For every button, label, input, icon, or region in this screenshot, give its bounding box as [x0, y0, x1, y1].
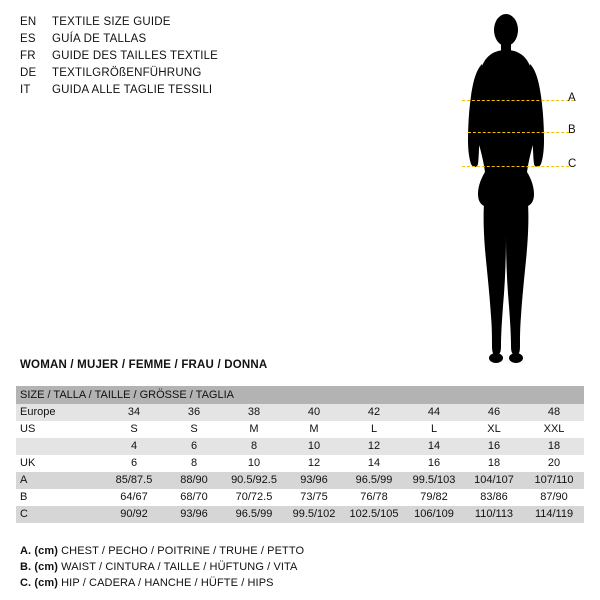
cell: 76/78 — [344, 489, 404, 506]
legend-row-b — [20, 559, 580, 575]
language-text-es: GUÍA DE TALLAS — [52, 33, 147, 45]
cell: 90.5/92.5 — [224, 472, 284, 489]
language-header-block — [20, 16, 320, 101]
cell: L — [404, 421, 464, 438]
language-code-fr: FR — [20, 50, 36, 62]
language-row-it — [20, 84, 320, 101]
cell: 20 — [524, 455, 584, 472]
table-row — [16, 506, 584, 523]
row-label-uk: UK — [16, 455, 104, 472]
legend-text-c: HIP / CADERA / HANCHE / HÜFTE / HIPS — [61, 577, 274, 589]
cell: 40 — [284, 404, 344, 421]
table-header-label: SIZE / TALLA / TAILLE / GRÖSSE / TAGLIA — [16, 386, 584, 404]
language-text-en: TEXTILE SIZE GUIDE — [52, 16, 171, 28]
cell: 14 — [344, 455, 404, 472]
row-label-a: A — [16, 472, 104, 489]
legend-row-a — [20, 543, 580, 559]
cell: S — [104, 421, 164, 438]
cell: 10 — [284, 438, 344, 455]
cell: 102.5/105 — [344, 506, 404, 523]
cell: 87/90 — [524, 489, 584, 506]
size-table-wrap — [16, 386, 584, 523]
row-label-c: C — [16, 506, 104, 523]
legend-text-a: CHEST / PECHO / POITRINE / TRUHE / PETTO — [61, 545, 305, 557]
size-table — [16, 386, 584, 523]
row-label-europe: Europe — [16, 404, 104, 421]
cell: 88/90 — [164, 472, 224, 489]
measure-line-a — [462, 100, 574, 101]
cell: 16 — [404, 455, 464, 472]
body-figure — [430, 8, 590, 368]
legend — [20, 543, 580, 591]
table-row — [16, 421, 584, 438]
language-text-fr: GUIDE DES TAILLES TEXTILE — [52, 50, 219, 62]
cell: 36 — [164, 404, 224, 421]
cell: 106/109 — [404, 506, 464, 523]
legend-row-c — [20, 575, 580, 591]
legend-key-a: A. (cm) — [20, 545, 58, 557]
cell: 18 — [464, 455, 524, 472]
female-silhouette-icon — [430, 8, 590, 368]
legend-key-c: C. (cm) — [20, 577, 58, 589]
cell: XXL — [524, 421, 584, 438]
cell: 114/119 — [524, 506, 584, 523]
cell: 99.5/103 — [404, 472, 464, 489]
cell: S — [164, 421, 224, 438]
measure-label-b: B — [568, 124, 576, 136]
cell: 73/75 — [284, 489, 344, 506]
section-title: WOMAN / MUJER / FEMME / FRAU / DONNA — [20, 359, 268, 371]
cell: 12 — [344, 438, 404, 455]
cell: 104/107 — [464, 472, 524, 489]
cell: 46 — [464, 404, 524, 421]
language-row-fr — [20, 50, 320, 67]
cell: XL — [464, 421, 524, 438]
cell: 93/96 — [164, 506, 224, 523]
cell: 44 — [404, 404, 464, 421]
cell: 8 — [164, 455, 224, 472]
legend-key-b: B. (cm) — [20, 561, 58, 573]
language-row-es — [20, 33, 320, 50]
cell: M — [224, 421, 284, 438]
language-row-en — [20, 16, 320, 33]
language-code-it: IT — [20, 84, 31, 96]
cell: 10 — [224, 455, 284, 472]
cell: 68/70 — [164, 489, 224, 506]
cell: 64/67 — [104, 489, 164, 506]
measure-label-c: C — [568, 158, 577, 170]
table-row — [16, 489, 584, 506]
language-code-de: DE — [20, 67, 37, 79]
table-row — [16, 455, 584, 472]
cell: 8 — [224, 438, 284, 455]
measure-label-a: A — [568, 92, 576, 104]
table-row — [16, 438, 584, 455]
row-label-us: US — [16, 421, 104, 438]
cell: M — [284, 421, 344, 438]
cell: 38 — [224, 404, 284, 421]
cell: 93/96 — [284, 472, 344, 489]
cell: 42 — [344, 404, 404, 421]
measure-line-b — [468, 132, 574, 133]
cell: 4 — [104, 438, 164, 455]
cell: 18 — [524, 438, 584, 455]
cell: 34 — [104, 404, 164, 421]
legend-text-b: WAIST / CINTURA / TAILLE / HÜFTUNG / VITA — [61, 561, 298, 573]
cell: 110/113 — [464, 506, 524, 523]
row-label-b: B — [16, 489, 104, 506]
measure-line-c — [462, 166, 574, 167]
language-text-de: TEXTILGRÖßENFÜHRUNG — [52, 67, 202, 79]
cell: 85/87.5 — [104, 472, 164, 489]
cell: 16 — [464, 438, 524, 455]
language-text-it: GUIDA ALLE TAGLIE TESSILI — [52, 84, 213, 96]
table-header-row — [16, 386, 584, 404]
cell: 96.5/99 — [344, 472, 404, 489]
cell: 48 — [524, 404, 584, 421]
cell: 6 — [104, 455, 164, 472]
cell: L — [344, 421, 404, 438]
cell: 99.5/102 — [284, 506, 344, 523]
cell: 107/110 — [524, 472, 584, 489]
cell: 6 — [164, 438, 224, 455]
table-row — [16, 404, 584, 421]
cell: 96.5/99 — [224, 506, 284, 523]
cell: 12 — [284, 455, 344, 472]
language-code-es: ES — [20, 33, 36, 45]
language-row-de — [20, 67, 320, 84]
row-label-us-numeric — [16, 438, 104, 455]
cell: 70/72.5 — [224, 489, 284, 506]
table-row — [16, 472, 584, 489]
cell: 79/82 — [404, 489, 464, 506]
cell: 14 — [404, 438, 464, 455]
language-code-en: EN — [20, 16, 37, 28]
cell: 83/86 — [464, 489, 524, 506]
cell: 90/92 — [104, 506, 164, 523]
